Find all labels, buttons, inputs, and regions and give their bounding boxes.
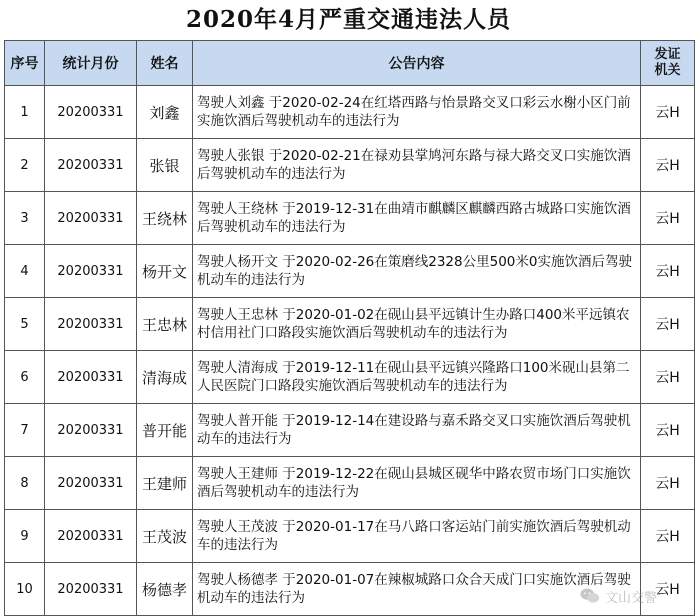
row-name: 普开能 (137, 404, 193, 457)
row-index: 10 (5, 563, 45, 616)
row-month: 20200331 (45, 351, 137, 404)
row-agency: 云H (641, 245, 695, 298)
row-agency: 云H (641, 192, 695, 245)
row-name: 清海成 (137, 351, 193, 404)
row-agency: 云H (641, 298, 695, 351)
row-name: 杨德孝 (137, 563, 193, 616)
row-month: 20200331 (45, 563, 137, 616)
row-name: 杨开文 (137, 245, 193, 298)
header-agency (641, 41, 695, 86)
table-row (5, 457, 695, 510)
row-month: 20200331 (45, 457, 137, 510)
row-notice: 驾驶人杨德孝 于2020-01-07在辣椒城路口众合天成门口实施饮酒后驾驶机动车的违法行为 (193, 563, 641, 616)
row-agency: 云H (641, 510, 695, 563)
row-name: 张银 (137, 139, 193, 192)
row-index: 9 (5, 510, 45, 563)
header-notice: 公告内容 (193, 41, 641, 86)
row-notice: 驾驶人普开能 于2019-12-14在建设路与嘉禾路交叉口实施饮酒后驾驶机动车的违法行为 (193, 404, 641, 457)
row-notice: 驾驶人杨开文 于2020-02-26在策磨线2328公里500米0实施饮酒后驾驶机动车的违法行为 (193, 245, 641, 298)
row-month: 20200331 (45, 192, 137, 245)
row-notice: 驾驶人张银 于2020-02-21在禄劝县掌鸠河东路与禄大路交叉口实施饮酒后驾驶机动车的违法行为 (193, 139, 641, 192)
row-index: 6 (5, 351, 45, 404)
row-month: 20200331 (45, 139, 137, 192)
table-header-row (5, 41, 695, 86)
table-row (5, 351, 695, 404)
row-index: 5 (5, 298, 45, 351)
row-month: 20200331 (45, 510, 137, 563)
page-title: 2020年4月严重交通违法人员 (185, 6, 512, 33)
row-month: 20200331 (45, 404, 137, 457)
table-row (5, 510, 695, 563)
row-notice: 驾驶人刘鑫 于2020-02-24在红塔西路与怡景路交叉口彩云水榭小区门前实施饮酒后驾驶机动车的违法行为 (193, 86, 641, 139)
row-agency: 云H (641, 563, 695, 616)
row-month: 20200331 (45, 245, 137, 298)
row-index: 1 (5, 86, 45, 139)
row-index: 3 (5, 192, 45, 245)
row-notice: 驾驶人王忠林 于2020-01-02在砚山县平远镇计生办路口400米平远镇农村信用社门口路段实施饮酒后驾驶机动车的违法行为 (193, 298, 641, 351)
header-index: 序号 (5, 41, 45, 86)
row-notice: 驾驶人王绕林 于2019-12-31在曲靖市麒麟区麒麟西路古城路口实施饮酒后驾驶机动车的违法行为 (193, 192, 641, 245)
watermark-text: 文山交警 (605, 590, 658, 606)
table-row (5, 298, 695, 351)
row-index: 7 (5, 404, 45, 457)
row-notice: 驾驶人王建师 于2019-12-22在砚山县城区砚华中路农贸市场门口实施饮酒后驾驶机动车的违法行为 (193, 457, 641, 510)
row-agency: 云H (641, 351, 695, 404)
row-name: 刘鑫 (137, 86, 193, 139)
row-agency: 云H (641, 86, 695, 139)
violators-table (4, 40, 695, 616)
table-row (5, 139, 695, 192)
row-name: 王茂波 (137, 510, 193, 563)
row-month: 20200331 (45, 86, 137, 139)
wechat-logo-icon (579, 585, 601, 607)
header-name: 姓名 (137, 41, 193, 86)
table-row (5, 192, 695, 245)
table-row (5, 86, 695, 139)
table-row (5, 245, 695, 298)
row-name: 王绕林 (137, 192, 193, 245)
header-agency-line1: 发证 (654, 47, 681, 62)
row-name: 王建师 (137, 457, 193, 510)
table-body (5, 86, 695, 616)
row-index: 2 (5, 139, 45, 192)
watermark (579, 583, 689, 609)
row-index: 4 (5, 245, 45, 298)
row-notice: 驾驶人清海成 于2019-12-11在砚山县平远镇兴隆路口100米砚山县第二人民医院门口路段实施饮酒后驾驶机动车的违法行为 (193, 351, 641, 404)
row-agency: 云H (641, 457, 695, 510)
row-name: 王忠林 (137, 298, 193, 351)
row-month: 20200331 (45, 298, 137, 351)
row-agency: 云H (641, 404, 695, 457)
header-agency-line2: 机关 (654, 63, 681, 78)
row-agency: 云H (641, 139, 695, 192)
row-index: 8 (5, 457, 45, 510)
header-month: 统计月份 (45, 41, 137, 86)
row-notice: 驾驶人王茂波 于2020-01-17在马八路口客运站门前实施饮酒后驾驶机动车的违法行为 (193, 510, 641, 563)
table-row (5, 404, 695, 457)
